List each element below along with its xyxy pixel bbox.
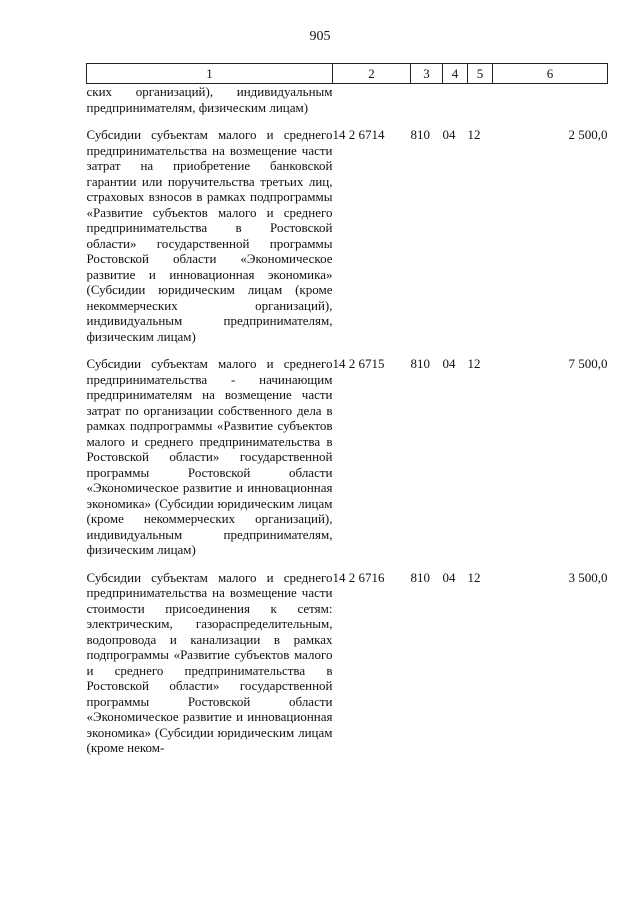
row-expense-type: 810 [410,127,430,142]
row-subsection: 12 [467,356,481,371]
column-header-5: 5 [468,64,493,84]
row-expense-type: 810 [410,569,430,585]
row-subsection: 12 [467,569,481,585]
page-number: 905 [309,29,331,44]
row-section: 04 [442,356,456,371]
table-header-row [87,64,608,84]
column-header-2: 2 [333,64,411,84]
table-row [87,127,608,344]
column-header-3: 3 [411,64,443,84]
row-description: Субсидии субъектам малого и среднего предпринимательства на возмещение части стоимости присоединения к сетям: электрическим, газораспределительным, водопровода и канализации в рамках подпрограммы «Развитие субъектов малого и среднего предпринимательства в Ростовской области» государственной программы Ростовской области «Экономическое развитие и инновационная экономика» (Субсидии юридическим лицам (кроме неком- [86,569,333,755]
row-code: 14 2 6715 [332,356,385,371]
row-amount: 7 500,0 [568,356,608,371]
column-header-4: 4 [443,64,468,84]
row-expense-type: 810 [410,356,430,371]
row-section: 04 [442,127,456,142]
column-header-6: 6 [493,64,608,84]
table-row [87,356,608,558]
row-code: 14 2 6714 [332,127,385,142]
continuation-row [87,84,608,116]
row-amount: 3 500,0 [568,569,608,585]
table-row [87,570,608,756]
row-description: Субсидии субъектам малого и среднего предпринимательства - начинающим предпринимателям на возмещение части затрат по организации собственного дела в рамках подпрограммы «Развитие субъектов малого и среднего предпринимательства в Ростовской области» государственной программы Ростовской области «Экономическое развитие и инновационная экономика» (Субсидии юридическим лицам (кроме некоммерческих организаций), индивидуальным предпринимателям, физическим лицам) [86,356,333,557]
row-code: 14 2 6716 [332,569,385,585]
row-amount: 2 500,0 [568,127,608,142]
row-section: 04 [442,569,456,585]
row-description: Субсидии субъектам малого и среднего предпринимательства на возмещение части затрат на приобретение банковской гарантии или поручительства третьих лиц, страховых взносов в рамках подпрограммы «Развитие субъектов малого и среднего предпринимательства в Ростовской области» государственной программы Ростовской области «Экономическое развитие и инновационная экономика» (Субсидии юридическим лицам (кроме некоммерческих организаций), индивидуальным предпринимателям, физическим лицам) [86,127,333,344]
continuation-text: ских организаций), индивидуальным предпринимателям, физическим лицам) [86,84,333,115]
budget-table [86,63,608,756]
column-header-1: 1 [87,64,333,84]
row-subsection: 12 [467,127,481,142]
